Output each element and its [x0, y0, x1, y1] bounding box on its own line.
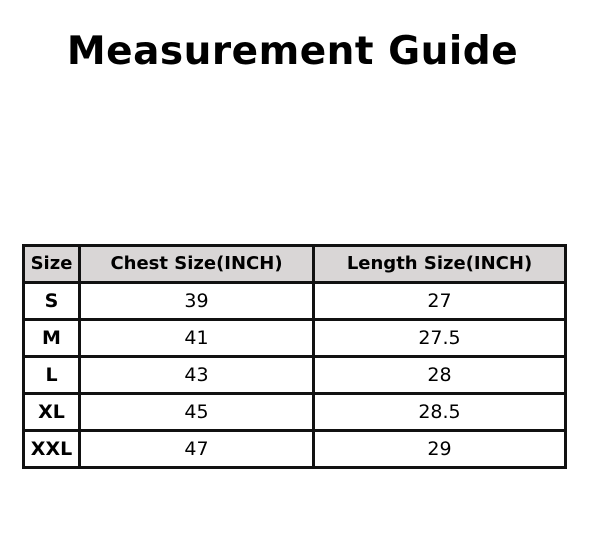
table-row — [24, 357, 566, 394]
chest-cell: 39 — [80, 283, 314, 320]
table-row — [24, 431, 566, 468]
size-cell: L — [24, 357, 80, 394]
length-cell: 28.5 — [314, 394, 566, 431]
length-cell: 29 — [314, 431, 566, 468]
table-row — [24, 394, 566, 431]
measurement-table — [22, 244, 567, 469]
table-row — [24, 320, 566, 357]
size-cell: S — [24, 283, 80, 320]
length-cell: 27.5 — [314, 320, 566, 357]
header-chest-size: Chest Size(INCH) — [80, 246, 314, 283]
table-header — [24, 246, 566, 283]
size-cell: XXL — [24, 431, 80, 468]
size-cell: M — [24, 320, 80, 357]
header-length-size: Length Size(INCH) — [314, 246, 566, 283]
chest-cell: 41 — [80, 320, 314, 357]
page-title: Measurement Guide — [66, 29, 519, 74]
chest-cell: 47 — [80, 431, 314, 468]
table-row — [24, 283, 566, 320]
header-row — [24, 246, 566, 283]
chest-cell: 45 — [80, 394, 314, 431]
length-cell: 28 — [314, 357, 566, 394]
table-body — [24, 283, 566, 468]
length-cell: 27 — [314, 283, 566, 320]
header-size: Size — [24, 246, 80, 283]
chest-cell: 43 — [80, 357, 314, 394]
size-cell: XL — [24, 394, 80, 431]
